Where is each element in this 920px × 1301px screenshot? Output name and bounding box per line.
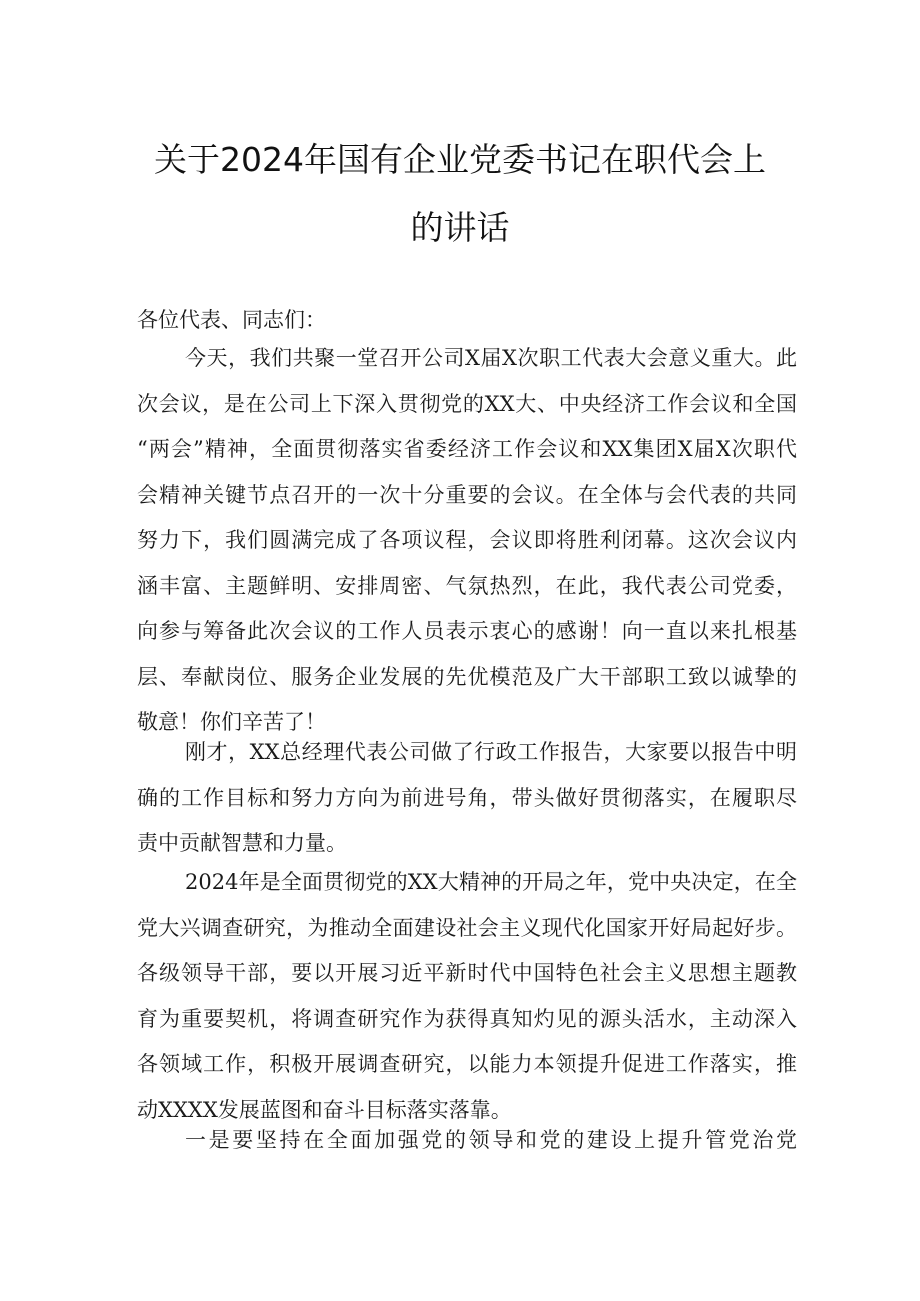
paragraph-line: 次会议，是在公司上下深入贯彻党的XX大、中央经济工作会议和全国: [137, 391, 797, 416]
paragraph-3: [137, 860, 797, 1133]
paragraph-line: 今天，我们共聚一堂召开公司X届X次职工代表大会意义重大。此: [185, 346, 797, 370]
paragraph-line: 各级领导干部，要以开展习近平新时代中国特色社会主义思想主题教: [137, 961, 797, 985]
paragraph-2: [137, 730, 797, 867]
paragraph-line: 确的工作目标和努力方向为前进号角，带头做好贯彻落实，在履职尽: [137, 785, 797, 810]
paragraph-line: 各领域工作，积极开展调查研究，以能力本领提升促进工作落实，推: [137, 1052, 797, 1076]
salutation: 各位代表、同志们：: [137, 308, 326, 332]
paragraph-line: 努力下，我们圆满完成了各项议程，会议即将胜利闭幕。这次会议内: [137, 528, 797, 552]
paragraph-line: 责中贡献智慧和力量。: [137, 831, 347, 855]
paragraph-line: 层、奉献岗位、服务企业发展的先优模范及广大干部职工致以诚挚的: [137, 664, 797, 689]
paragraph-line: 党大兴调查研究，为推动全面建设社会主义现代化国家开好局起好步。: [137, 915, 797, 940]
paragraph-line: “两会”精神，全面贯彻落实省委经济工作会议和XX集团X届X次职代: [137, 437, 797, 461]
paragraph-line: 育为重要契机，将调查研究作为获得真知灼见的源头活水，主动深入: [137, 1006, 797, 1031]
paragraph-line: 向参与筹备此次会议的工作人员表示衷心的感谢！向一直以来扎根基: [137, 619, 797, 643]
paragraph-line: 2024年是全面贯彻党的XX大精神的开局之年，党中央决定，在全: [185, 870, 797, 894]
paragraph-line: 会精神关键节点召开的一次十分重要的会议。在全体与会代表的共同: [137, 482, 797, 507]
paragraph-line: 涵丰富、主题鲜明、安排周密、气氛热烈，在此，我代表公司党委，: [137, 573, 797, 598]
paragraph-line: 一是要坚持在全面加强党的领导和党的建设上提升管党治党: [185, 1128, 797, 1152]
paragraph-1: [137, 336, 797, 746]
paragraph-4: [137, 1118, 797, 1164]
paragraph-line: 敬意！你们辛苦了！: [137, 710, 326, 734]
paragraph-line: 刚才，XX总经理代表公司做了行政工作报告，大家要以报告中明: [185, 740, 797, 764]
document-title-line-1: 关于2024年国有企业党委书记在职代会上: [154, 140, 766, 179]
paragraph-line: 动XXXX发展蓝图和奋斗目标落实落靠。: [137, 1097, 512, 1122]
document-title-line-2: 的讲话: [410, 208, 510, 247]
